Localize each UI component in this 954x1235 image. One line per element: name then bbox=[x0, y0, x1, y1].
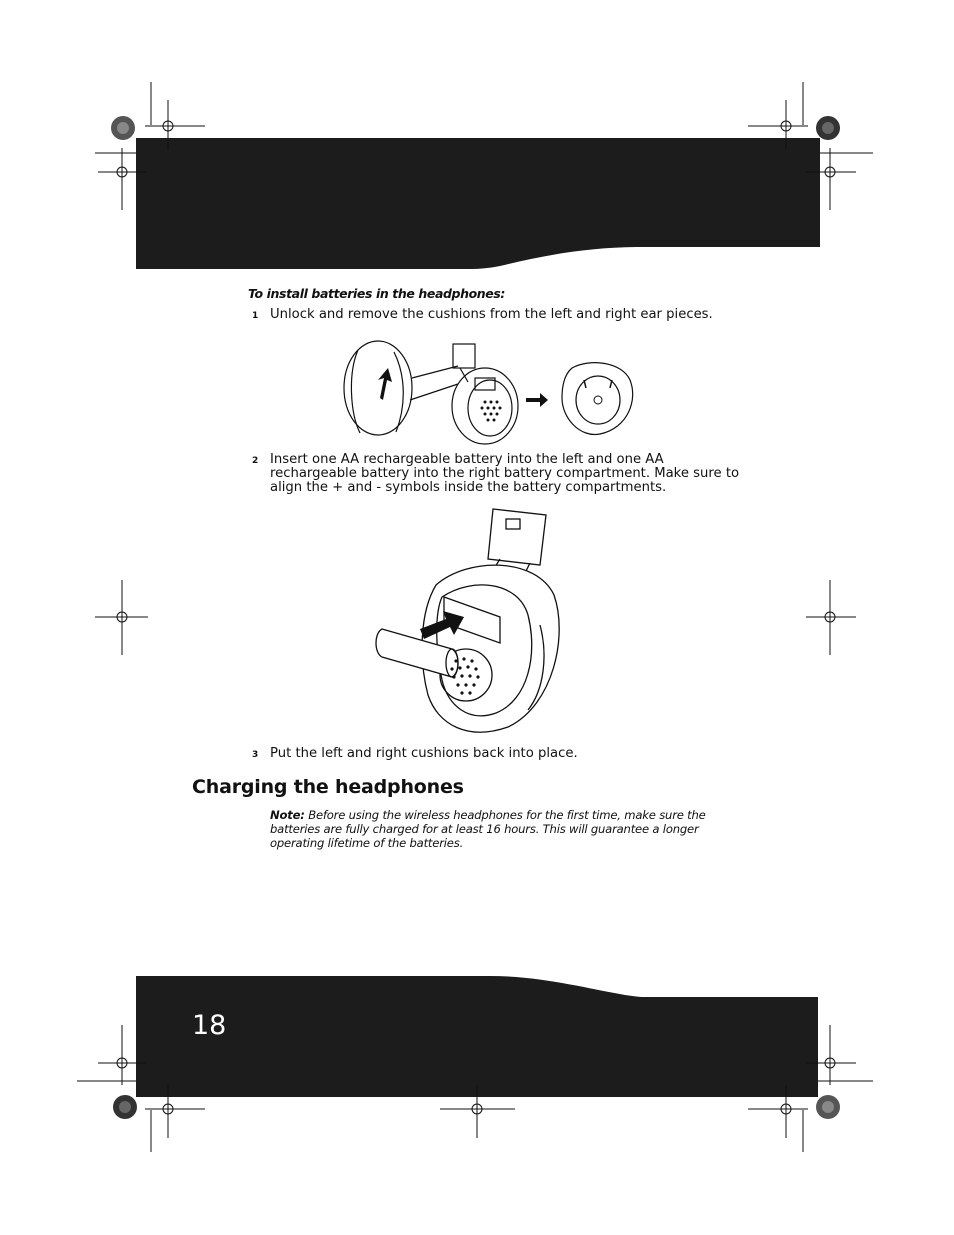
note-paragraph bbox=[270, 808, 740, 850]
note-label: Note: bbox=[270, 808, 305, 822]
step-text: Put the left and right cushions back into place. bbox=[270, 746, 578, 761]
step-text: Unlock and remove the cushions from the left and right ear pieces. bbox=[270, 307, 713, 322]
header-band bbox=[0, 0, 954, 290]
page-number: 18 bbox=[192, 1010, 227, 1041]
section-title: Charging the headphones bbox=[192, 776, 464, 798]
footer-band bbox=[0, 960, 954, 1110]
step-number: 2 bbox=[252, 456, 259, 466]
procedure-heading: To install batteries in the headphones: bbox=[248, 286, 505, 301]
cushion-removal-illustration bbox=[340, 338, 640, 448]
note-text: Before using the wireless headphones for the first time, make sure the batteries are fully charged for at least 16 hours. This will guarantee a longer operating lifetime of the batteries. bbox=[270, 808, 706, 850]
step-text: Insert one AA rechargeable battery into the left and one AA rechargeable battery into the right battery compartment. Make sure to align the + and - symbols inside the battery compartments. bbox=[270, 452, 740, 495]
step-number: 3 bbox=[252, 750, 259, 760]
battery-insertion-illustration bbox=[368, 505, 568, 741]
step-number: 1 bbox=[252, 311, 259, 321]
